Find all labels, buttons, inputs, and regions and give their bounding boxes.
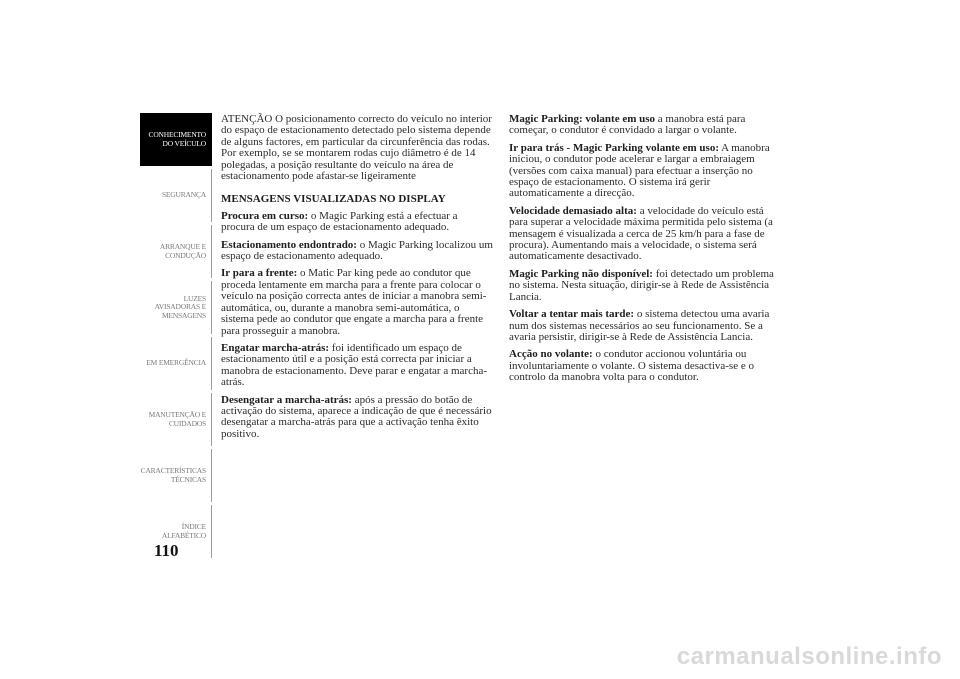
message-term: Engatar marcha-atrás: xyxy=(221,341,330,354)
message-description: o condutor accionou voluntária ou involuntariamente o volante. O sistema desactiva-se e o controlo da manobra volta para o condutor. xyxy=(509,348,754,384)
message-term: Magic Parking não disponível: xyxy=(509,267,653,280)
sidebar-tab-label: LUZES AVISADORAS E MENSAGENS xyxy=(154,293,206,320)
sidebar-tab-label: CARACTERÍSTICAS TÉCNICAS xyxy=(140,466,206,484)
message-description: o Magic Parking localizou um espaço de estacionamento adequado. xyxy=(221,238,493,263)
message-entry xyxy=(221,395,493,441)
message-entry xyxy=(509,349,781,383)
message-entry xyxy=(509,114,781,137)
message-entry xyxy=(509,269,781,303)
message-description: a velocidade do veículo está para superar a velocidade máxima permitida pelo sistema (a mensagem é visualizada a cerca de 25 km/h para a fase de procura). Aumentando mais a velocidade, o sistema será automaticamente desactivado. xyxy=(509,204,773,263)
sidebar-tab-label: SEGURANÇA xyxy=(161,190,206,200)
message-entry xyxy=(221,240,493,263)
message-term: Procura em curso: xyxy=(221,209,309,222)
sidebar-tab-seguranca[interactable] xyxy=(140,169,212,222)
message-term: Acção no volante: xyxy=(509,348,593,361)
message-description: foi detectado um problema no sistema. Nesta situação, dirigir-se à Rede de Assistência Lancia. xyxy=(509,267,774,303)
attention-paragraph: ATENÇÃO O posicionamento correcto do veículo no interior do espaço de estacionamento detectado pelo sistema depende de alguns factores, em particular da circunferência das rodas. Por exemplo, se se montarem rodas cujo diâmetro é de 14 polegadas, a posição resultante do veículo na área de estacionamento pode afastar-se ligeiramente xyxy=(221,113,492,183)
message-term: Velocidade demasiado alta: xyxy=(509,204,637,217)
message-term: Magic Parking: volante em uso xyxy=(509,113,656,125)
message-entry xyxy=(509,309,781,343)
message-entry xyxy=(221,211,493,234)
message-entry xyxy=(509,206,781,263)
message-description: o Magic Parking está a efectuar a procura de um espaço de estacionamento adequado. xyxy=(221,209,458,234)
section-heading: MENSAGENS VISUALIZADAS NO DISPLAY xyxy=(221,193,446,206)
message-description: a manobra está para começar, o condutor é convidado a largar o volante. xyxy=(509,113,746,137)
message-term: Estacionamento endontrado: xyxy=(221,238,357,251)
sidebar-tab-label: CONHECIMENTO DO VEÍCULO xyxy=(148,130,206,148)
message-description: o Matic Par king pede ao condutor que proceda lentamente em marcha para a frente para colocar o veículo na posição correcta antes de iniciar a manobra semi-automática, ou, durante a manobra semi-automática, o sistema pede ao condutor que engate a marcha para a frente para prosseguir a manobra. xyxy=(221,267,487,337)
left-text-column xyxy=(221,114,493,446)
sidebar-tab-luzes-avisadoras[interactable] xyxy=(140,281,212,334)
sidebar-tab-label: MANUTENÇÃO E CUIDADOS xyxy=(148,410,206,428)
sidebar-tab-arranque-e-conducao[interactable] xyxy=(140,225,212,278)
message-entry xyxy=(221,268,493,336)
right-text-column xyxy=(509,114,781,390)
sidebar-tab-label: EM EMERGÊNCIA xyxy=(146,358,206,368)
watermark: carmanualsonline.info xyxy=(676,643,942,670)
message-description: foi identificado um espaço de estacionamento útil e a posição está correcta par iniciar a manobra de estacionamento. Deve parar e engatar a marcha-atrás. xyxy=(221,341,487,389)
page-number: 110 xyxy=(154,541,179,560)
sidebar-tab-label: ÍNDICE ALFABÉTICO xyxy=(161,522,206,540)
sidebar-tab-manutencao-e-cuidados[interactable] xyxy=(140,393,212,446)
section-sidebar xyxy=(140,113,212,561)
message-term: Desengatar a marcha-atrás: xyxy=(221,393,352,406)
message-term: Voltar a tentar mais tarde: xyxy=(509,308,635,321)
message-entry xyxy=(509,143,781,200)
message-term: Ir para trás - Magic Parking volante em uso: xyxy=(509,141,719,154)
message-description: A manobra iniciou, o condutor pode acelerar e largar a embraiagem (versões com caixa manual) para efectuar a inserção no espaço de estacionamento. O sistema irá gerir automaticamente a direcção. xyxy=(509,141,770,200)
sidebar-tab-em-emergencia[interactable] xyxy=(140,337,212,390)
message-description: o sistema detectou uma avaria num dos sistemas necessários ao seu funcionamento. Se a avaria persistir, dirigir-se à Rede de Assistência Lancia. xyxy=(509,308,770,343)
message-term: Ir para a frente: xyxy=(221,267,298,280)
sidebar-tab-caracteristicas-tecnicas[interactable] xyxy=(140,449,212,502)
sidebar-tab-conhecimento-do-veiculo[interactable] xyxy=(140,113,212,166)
message-description: após a pressão do botão de activação do sistema, aparece a indicação de que é necessário desengatar a marcha-atrás para que a activação tenha êxito positivo. xyxy=(221,393,492,440)
sidebar-tab-label: ARRANQUE E CONDUÇÃO xyxy=(159,242,206,260)
message-entry xyxy=(221,343,493,389)
